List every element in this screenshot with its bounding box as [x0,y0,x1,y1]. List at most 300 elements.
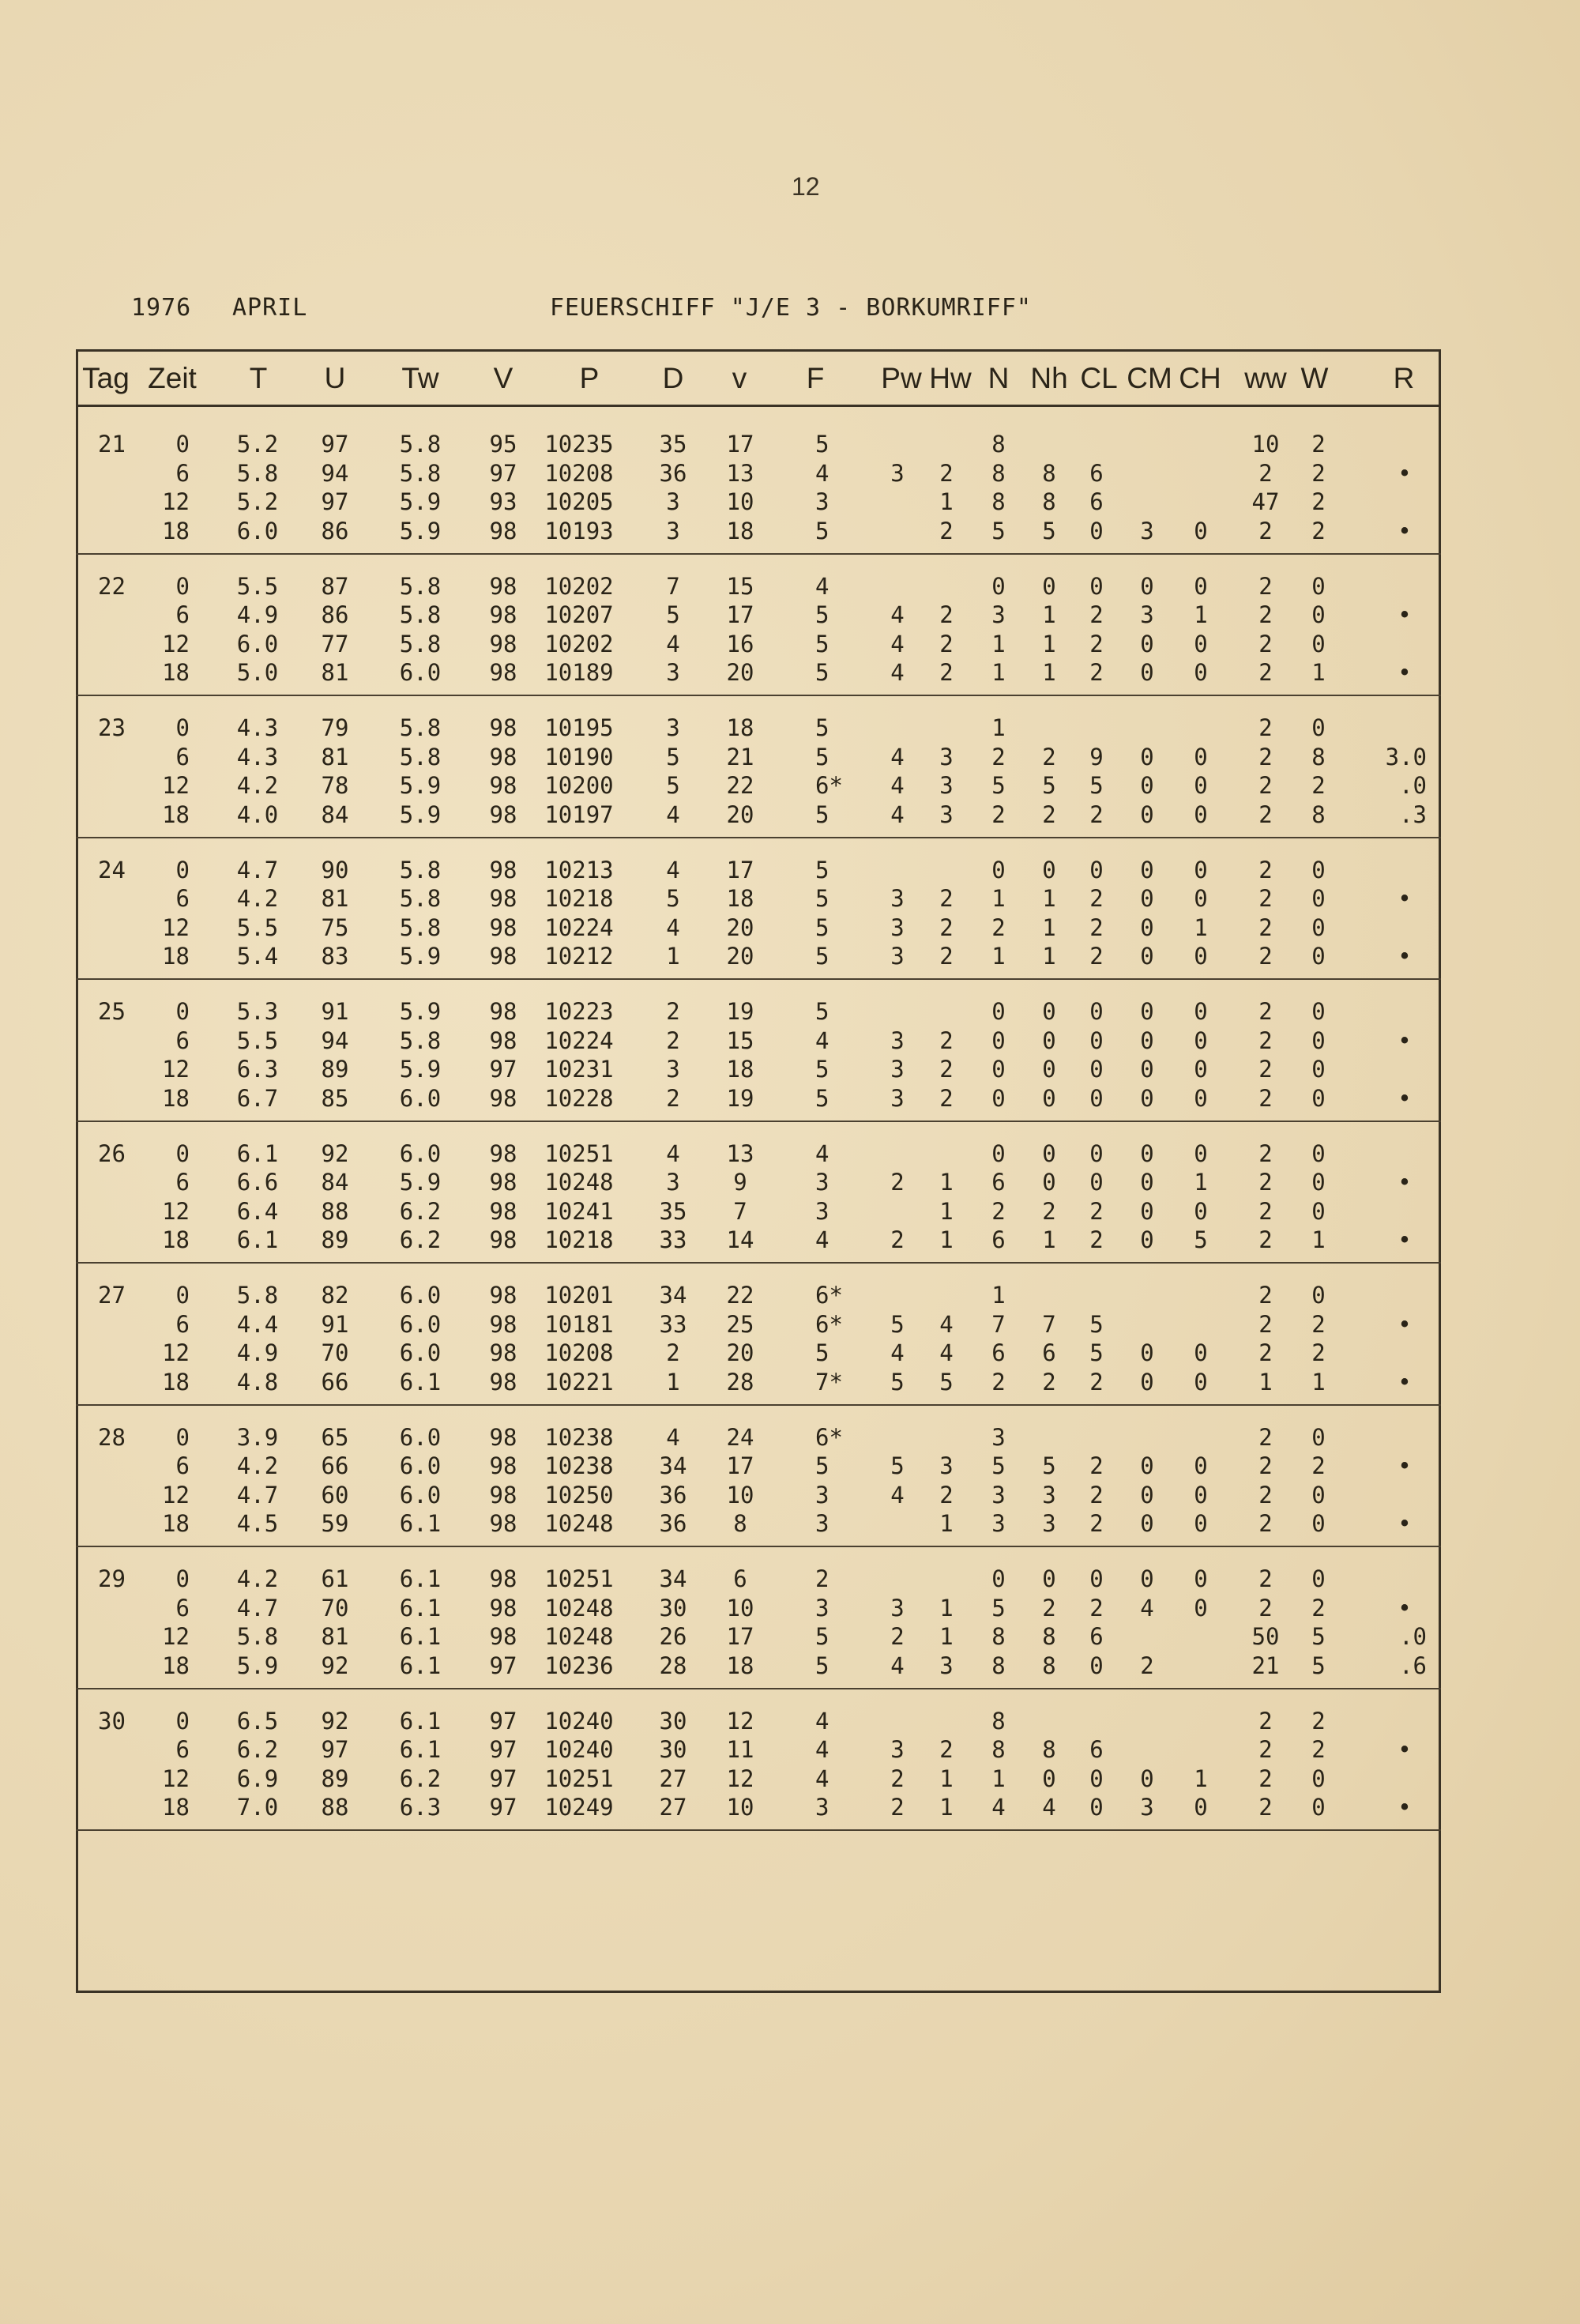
cell-u: 88 [321,1794,349,1821]
cell-w: 2 [1311,1339,1326,1366]
cell-v: 20 [726,1339,754,1366]
cell-ch: 0 [1194,1085,1208,1112]
cell-t: 4.3 [236,714,279,741]
cell-f: 5 [815,431,830,458]
cell-zeit: 12 [162,1765,190,1792]
cell-ch: 0 [1194,772,1208,799]
cell-u: 97 [321,1736,349,1763]
cell-pw: 3 [890,885,905,912]
cell-v: 22 [726,1282,754,1309]
cell-pw: 3 [890,943,905,970]
cell-tw: 6.1 [399,1595,442,1622]
row-divider [76,405,1441,407]
cell-w: 0 [1311,885,1326,912]
cell-u: 65 [321,1424,349,1451]
cell-f: 5 [815,998,830,1025]
cell-u: 97 [321,488,349,515]
cell-d: 36 [659,1482,687,1509]
cell-tag: 22 [98,573,126,600]
cell-hw: 2 [939,1085,954,1112]
cell-n: 4 [991,1794,1006,1821]
cell-hw: 1 [939,1226,954,1253]
cell-nh: 0 [1042,1085,1056,1112]
cell-cm: 0 [1140,1140,1154,1167]
cell-v: 98 [489,573,517,600]
cell-tw: 5.9 [399,772,442,799]
cell-hw: 2 [939,631,954,657]
cell-tw: 6.0 [399,1424,442,1451]
cell-tw: 5.8 [399,460,442,487]
cell-hw: 3 [939,801,954,828]
cell-v: 19 [726,998,754,1025]
cell-cl: 2 [1089,631,1104,657]
cell-zeit: 18 [162,1794,190,1821]
cell-ww: 2 [1258,914,1273,941]
cell-tw: 5.8 [399,714,442,741]
cell-w: 5 [1311,1623,1326,1650]
cell-u: 90 [321,857,349,883]
cell-t: 4.2 [236,1452,279,1479]
cell-cl: 2 [1089,1510,1104,1537]
cell-r: .3 [1399,801,1427,828]
cell-v: 98 [489,1424,517,1451]
cell-r: • [1398,1311,1412,1338]
cell-v: 12 [726,1765,754,1792]
cell-ch: 0 [1194,998,1208,1025]
cell-tw: 6.0 [399,659,442,686]
cell-nh: 1 [1042,943,1056,970]
cell-t: 4.4 [236,1311,279,1338]
cell-hw: 1 [939,1595,954,1622]
cell-ww: 2 [1258,1140,1273,1167]
cell-v: 98 [489,1226,517,1253]
cell-tw: 6.1 [399,1736,442,1763]
cell-w: 2 [1311,460,1326,487]
cell-tw: 5.9 [399,998,442,1025]
cell-nh: 1 [1042,631,1056,657]
cell-v: 98 [489,885,517,912]
cell-ww: 2 [1258,1510,1273,1537]
cell-ch: 0 [1194,1339,1208,1366]
cell-ch: 5 [1194,1226,1208,1253]
cell-zeit: 6 [175,885,190,912]
cell-cm: 3 [1140,1794,1154,1821]
cell-tag: 25 [98,998,126,1025]
cell-w: 0 [1311,1169,1326,1196]
cell-w: 1 [1311,1369,1326,1396]
cell-cm: 0 [1140,659,1154,686]
cell-nh: 0 [1042,998,1056,1025]
cell-cm: 0 [1140,772,1154,799]
cell-p: 10238 [544,1424,614,1451]
cell-cm: 0 [1140,857,1154,883]
cell-d: 2 [666,1027,680,1054]
cell-tw: 5.8 [399,573,442,600]
cell-v: 98 [489,1085,517,1112]
cell-p: 10248 [544,1623,614,1650]
cell-v: 11 [726,1736,754,1763]
cell-v: 98 [489,998,517,1025]
cell-zeit: 0 [175,1708,190,1735]
cell-n: 5 [991,1595,1006,1622]
cell-d: 1 [666,943,680,970]
cell-cl: 5 [1089,772,1104,799]
cell-f: 5 [815,1652,830,1679]
column-header-ww: ww [1244,362,1287,394]
cell-ww: 50 [1251,1623,1280,1650]
cell-nh: 1 [1042,885,1056,912]
cell-nh: 3 [1042,1510,1056,1537]
cell-p: 10231 [544,1056,614,1083]
cell-v: 98 [489,744,517,770]
cell-v: 21 [726,744,754,770]
cell-v: 20 [726,914,754,941]
cell-p: 10197 [544,801,614,828]
cell-t: 4.5 [236,1510,279,1537]
column-header-tag: Tag [82,362,130,394]
cell-hw: 1 [939,1169,954,1196]
cell-f: 5 [815,943,830,970]
cell-cm: 0 [1140,1085,1154,1112]
cell-ww: 2 [1258,601,1273,628]
cell-hw: 2 [939,885,954,912]
cell-t: 4.2 [236,1565,279,1592]
cell-r: .0 [1399,772,1427,799]
cell-nh: 0 [1042,1565,1056,1592]
cell-nh: 0 [1042,1027,1056,1054]
cell-ww: 2 [1258,1424,1273,1451]
cell-cm: 0 [1140,631,1154,657]
cell-tw: 6.1 [399,1708,442,1735]
cell-v: 98 [489,857,517,883]
cell-t: 4.8 [236,1369,279,1396]
cell-v: 17 [726,1452,754,1479]
cell-tw: 6.1 [399,1510,442,1537]
cell-n: 0 [991,1565,1006,1592]
cell-d: 1 [666,1369,680,1396]
cell-v: 18 [726,1652,754,1679]
cell-tw: 6.2 [399,1226,442,1253]
cell-t: 4.2 [236,772,279,799]
cell-zeit: 12 [162,1198,190,1225]
cell-nh: 0 [1042,573,1056,600]
cell-v: 19 [726,1085,754,1112]
cell-zeit: 0 [175,857,190,883]
cell-v: 9 [733,1169,747,1196]
cell-t: 5.0 [236,659,279,686]
cell-w: 0 [1311,943,1326,970]
cell-t: 6.4 [236,1198,279,1225]
cell-nh: 8 [1042,1623,1056,1650]
cell-p: 10190 [544,744,614,770]
cell-ww: 2 [1258,1198,1273,1225]
cell-cm: 2 [1140,1652,1154,1679]
cell-n: 2 [991,914,1006,941]
cell-u: 94 [321,460,349,487]
cell-pw: 5 [890,1369,905,1396]
cell-hw: 3 [939,772,954,799]
cell-v: 20 [726,659,754,686]
cell-tw: 5.8 [399,601,442,628]
cell-d: 30 [659,1708,687,1735]
cell-v: 17 [726,857,754,883]
cell-v: 98 [489,1198,517,1225]
cell-cl: 2 [1089,1369,1104,1396]
cell-zeit: 6 [175,1311,190,1338]
cell-zeit: 18 [162,1226,190,1253]
cell-d: 2 [666,998,680,1025]
cell-ch: 0 [1194,1369,1208,1396]
cell-n: 2 [991,744,1006,770]
cell-n: 1 [991,1282,1006,1309]
cell-r: • [1398,1736,1412,1763]
cell-v: 97 [489,1652,517,1679]
cell-pw: 2 [890,1169,905,1196]
cell-f: 5 [815,801,830,828]
cell-r: • [1398,659,1412,686]
column-header-hw: Hw [929,362,972,394]
cell-w: 2 [1311,518,1326,544]
cell-t: 5.8 [236,460,279,487]
cell-ww: 2 [1258,1794,1273,1821]
cell-nh: 0 [1042,1765,1056,1792]
cell-v: 98 [489,1482,517,1509]
cell-nh: 0 [1042,1169,1056,1196]
cell-v: 17 [726,431,754,458]
cell-tw: 6.0 [399,1339,442,1366]
cell-r: 3.0 [1385,744,1427,770]
cell-ch: 0 [1194,1056,1208,1083]
cell-ch: 0 [1194,631,1208,657]
cell-v: 28 [726,1369,754,1396]
cell-tw: 5.9 [399,488,442,515]
cell-cm: 0 [1140,1027,1154,1054]
column-header-w: W [1300,362,1329,394]
cell-n: 0 [991,573,1006,600]
cell-v: 98 [489,801,517,828]
cell-v: 15 [726,573,754,600]
cell-zeit: 12 [162,772,190,799]
cell-r: • [1398,1595,1412,1622]
cell-pw: 3 [890,460,905,487]
row-divider [76,1688,1441,1689]
cell-hw: 1 [939,1794,954,1821]
cell-f: 5 [815,631,830,657]
cell-hw: 1 [939,488,954,515]
cell-pw: 2 [890,1623,905,1650]
cell-p: 10212 [544,943,614,970]
cell-t: 5.4 [236,943,279,970]
cell-tw: 5.8 [399,914,442,941]
cell-hw: 4 [939,1339,954,1366]
cell-zeit: 0 [175,431,190,458]
cell-f: 3 [815,488,830,515]
cell-d: 3 [666,518,680,544]
cell-nh: 8 [1042,460,1056,487]
cell-t: 4.7 [236,1595,279,1622]
cell-ch: 0 [1194,659,1208,686]
cell-tw: 5.8 [399,885,442,912]
cell-pw: 4 [890,659,905,686]
cell-cm: 0 [1140,885,1154,912]
cell-u: 81 [321,1623,349,1650]
cell-p: 10240 [544,1736,614,1763]
cell-v: 13 [726,460,754,487]
cell-t: 6.9 [236,1765,279,1792]
cell-v: 18 [726,714,754,741]
cell-tag: 26 [98,1140,126,1167]
cell-pw: 4 [890,631,905,657]
cell-n: 0 [991,1027,1006,1054]
cell-n: 0 [991,1085,1006,1112]
cell-zeit: 18 [162,1510,190,1537]
cell-d: 4 [666,857,680,883]
cell-d: 27 [659,1765,687,1792]
column-header-v: V [493,362,514,394]
cell-p: 10208 [544,1339,614,1366]
cell-t: 6.0 [236,518,279,544]
cell-tw: 6.0 [399,1085,442,1112]
column-header-ch: CH [1179,362,1221,394]
cell-n: 5 [991,1452,1006,1479]
cell-zeit: 0 [175,998,190,1025]
cell-ww: 2 [1258,744,1273,770]
cell-tag: 28 [98,1424,126,1451]
cell-nh: 2 [1042,801,1056,828]
cell-ww: 2 [1258,772,1273,799]
cell-tw: 6.0 [399,1452,442,1479]
cell-u: 88 [321,1198,349,1225]
cell-cm: 0 [1140,1339,1154,1366]
cell-hw: 2 [939,914,954,941]
cell-tw: 5.8 [399,431,442,458]
cell-tag: 24 [98,857,126,883]
cell-v: 18 [726,1056,754,1083]
cell-nh: 1 [1042,1226,1056,1253]
cell-tag: 23 [98,714,126,741]
cell-v: 98 [489,1452,517,1479]
cell-v: 98 [489,1595,517,1622]
cell-r: • [1398,1452,1412,1479]
cell-f: 6* [815,1424,843,1451]
cell-nh: 7 [1042,1311,1056,1338]
cell-cm: 0 [1140,1226,1154,1253]
cell-n: 8 [991,1652,1006,1679]
cell-t: 6.1 [236,1226,279,1253]
cell-f: 2 [815,1565,830,1592]
cell-w: 5 [1311,1652,1326,1679]
cell-f: 4 [815,573,830,600]
cell-d: 33 [659,1311,687,1338]
cell-v: 98 [489,1140,517,1167]
cell-v: 98 [489,601,517,628]
cell-cl: 0 [1089,1794,1104,1821]
cell-cl: 2 [1089,1226,1104,1253]
cell-cl: 2 [1089,1452,1104,1479]
cell-v: 97 [489,460,517,487]
cell-zeit: 12 [162,1339,190,1366]
cell-w: 0 [1311,1765,1326,1792]
cell-t: 4.0 [236,801,279,828]
cell-zeit: 0 [175,714,190,741]
cell-t: 4.3 [236,744,279,770]
cell-nh: 1 [1042,601,1056,628]
cell-cm: 0 [1140,1482,1154,1509]
cell-w: 0 [1311,714,1326,741]
cell-zeit: 12 [162,631,190,657]
column-header-zeit: Zeit [148,362,197,394]
cell-ch: 0 [1194,943,1208,970]
cell-cl: 6 [1089,460,1104,487]
cell-hw: 2 [939,460,954,487]
cell-t: 5.5 [236,1027,279,1054]
cell-r: • [1398,1510,1412,1537]
cell-cl: 2 [1089,801,1104,828]
row-divider [76,1404,1441,1406]
cell-nh: 1 [1042,914,1056,941]
cell-zeit: 18 [162,659,190,686]
cell-p: 10238 [544,1452,614,1479]
cell-n: 6 [991,1169,1006,1196]
cell-t: 5.5 [236,573,279,600]
cell-w: 2 [1311,772,1326,799]
row-divider [76,1121,1441,1122]
cell-f: 4 [815,1765,830,1792]
cell-nh: 5 [1042,772,1056,799]
cell-nh: 8 [1042,1652,1056,1679]
cell-n: 8 [991,1708,1006,1735]
cell-v: 8 [733,1510,747,1537]
cell-r: • [1398,1369,1412,1396]
column-header-n: N [988,362,1010,394]
cell-cl: 0 [1089,857,1104,883]
cell-f: 5 [815,744,830,770]
row-divider [76,837,1441,838]
cell-nh: 4 [1042,1794,1056,1821]
cell-cl: 0 [1089,573,1104,600]
cell-tag: 29 [98,1565,126,1592]
cell-d: 26 [659,1623,687,1650]
cell-n: 0 [991,1056,1006,1083]
cell-r: • [1398,1085,1412,1112]
cell-ch: 0 [1194,1794,1208,1821]
cell-r: • [1398,1226,1412,1253]
cell-pw: 2 [890,1794,905,1821]
cell-ww: 2 [1258,801,1273,828]
cell-nh: 5 [1042,1452,1056,1479]
cell-hw: 1 [939,1198,954,1225]
cell-v: 98 [489,772,517,799]
cell-pw: 2 [890,1765,905,1792]
cell-v: 98 [489,1623,517,1650]
cell-cl: 2 [1089,659,1104,686]
cell-tw: 5.9 [399,1056,442,1083]
cell-d: 4 [666,1140,680,1167]
cell-f: 6* [815,1311,843,1338]
cell-hw: 2 [939,1027,954,1054]
cell-p: 10193 [544,518,614,544]
cell-f: 5 [815,518,830,544]
header-year: 1976 [131,294,192,322]
cell-w: 0 [1311,1140,1326,1167]
cell-cl: 5 [1089,1339,1104,1366]
cell-cm: 0 [1140,1452,1154,1479]
cell-p: 10200 [544,772,614,799]
cell-ch: 0 [1194,1140,1208,1167]
cell-v: 98 [489,914,517,941]
cell-r: • [1398,1027,1412,1054]
cell-u: 83 [321,943,349,970]
